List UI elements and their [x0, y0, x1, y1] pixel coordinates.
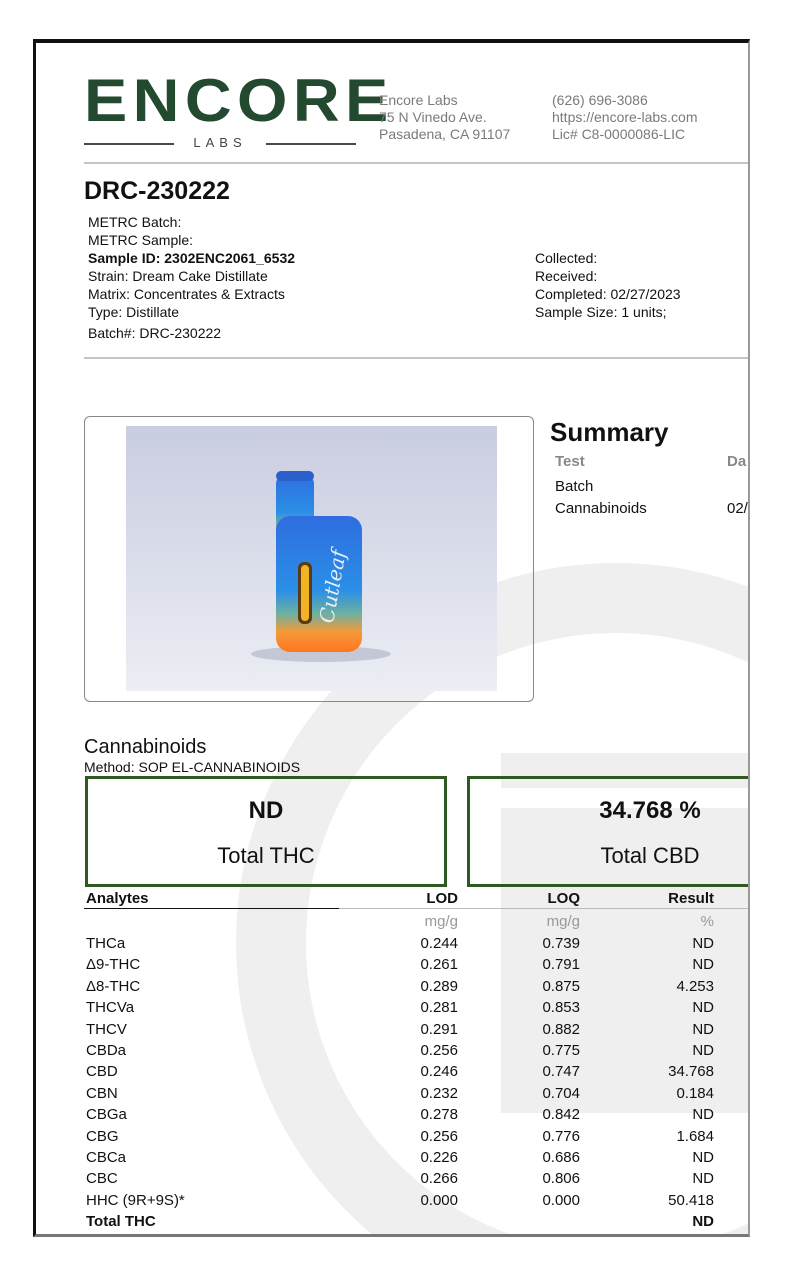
analyte-lod: 0.291	[420, 1020, 458, 1038]
collected: Collected:	[535, 250, 598, 266]
analyte-lod: 0.244	[420, 935, 458, 952]
analyte-result: ND	[692, 1106, 714, 1124]
analyte-loq: 0.747	[542, 1063, 580, 1081]
col-header-analytes: Analytes	[86, 890, 149, 907]
summary-header-test: Test	[555, 453, 585, 470]
summary-row-date: 02/	[727, 500, 748, 517]
analyte-result: ND	[692, 1042, 714, 1059]
analyte-name: CBGa	[86, 1106, 127, 1124]
analyte-lod: 0.281	[420, 999, 458, 1017]
analyte-lod: 0.278	[420, 1106, 458, 1124]
analyte-result: ND	[692, 1170, 714, 1188]
company-logo: ENCORE	[84, 67, 394, 134]
sample-size: Sample Size: 1 units;	[535, 304, 667, 320]
analyte-loq: 0.791	[542, 956, 580, 974]
summary-row-test: Batch	[555, 478, 594, 495]
analyte-result: 50.418	[668, 1191, 714, 1209]
analyte-loq: 0.842	[542, 1106, 580, 1124]
analyte-name: CBC	[86, 1170, 118, 1188]
analyte-name: HHC (9R+9S)*	[86, 1191, 185, 1209]
analyte-loq: 0.000	[542, 1191, 580, 1209]
analyte-result: 34.768	[668, 1063, 714, 1081]
total-cbd-box	[467, 776, 750, 887]
analyte-name: CBCa	[86, 1149, 127, 1166]
analyte-lod: 0.000	[420, 1191, 458, 1209]
analyte-lod: 0.226	[420, 1149, 458, 1166]
metrc-sample: METRC Sample:	[88, 232, 194, 248]
unit-lod: mg/g	[424, 913, 458, 930]
sample-id: Sample ID: 2302ENC2061_6532	[88, 250, 296, 266]
analyte-name: THCV	[86, 1020, 127, 1038]
lab-license: Lic# C8-0000086-LIC	[552, 126, 686, 142]
analyte-loq: 0.882	[542, 1020, 580, 1038]
sample-photo-frame	[84, 416, 534, 702]
analyte-result: 4.253	[676, 977, 714, 995]
unit-loq: mg/g	[546, 913, 580, 930]
lab-phone: (626) 696-3086	[552, 92, 648, 108]
analyte-name: CBG	[86, 1127, 119, 1145]
analyte-name: CBDa	[86, 1042, 127, 1059]
lab-contact	[552, 92, 698, 143]
analyte-lod: 0.256	[420, 1127, 458, 1145]
batch-number: Batch#: DRC-230222	[88, 325, 222, 341]
unit-result: %	[700, 913, 714, 930]
total-thc-value: ND	[248, 797, 284, 824]
analyte-loq: 0.704	[542, 1084, 580, 1102]
col-header-lod: LOD	[426, 890, 458, 907]
analyte-lod: 0.261	[420, 956, 458, 974]
col-header-result: Result	[668, 890, 714, 907]
info-divider	[84, 357, 750, 359]
analyte-result: ND	[692, 956, 714, 974]
report-title: DRC-230222	[84, 177, 230, 205]
sample-photo	[126, 426, 497, 691]
analyte-lod: 0.232	[420, 1084, 458, 1102]
total-thc-row-result: ND	[692, 1213, 714, 1230]
address-line-1: 75 N Vinedo Ave.	[379, 109, 487, 125]
sample-type: Type: Distillate	[88, 304, 180, 320]
analyte-loq: 0.806	[542, 1170, 580, 1188]
cannabinoids-title: Cannabinoids	[84, 736, 207, 758]
completed: Completed: 02/27/2023	[535, 286, 681, 302]
analyte-lod: 0.246	[420, 1063, 458, 1081]
analyte-name: THCa	[86, 935, 126, 952]
total-cbd-value: 34.768 %	[599, 797, 701, 824]
strain: Strain: Dream Cake Distillate	[88, 268, 268, 284]
analyte-name: Δ9-THC	[86, 956, 141, 974]
analyte-loq: 0.775	[542, 1042, 580, 1059]
total-thc-row-label: Total THC	[86, 1213, 156, 1230]
col-header-loq: LOQ	[547, 890, 580, 907]
summary-title: Summary	[550, 417, 669, 447]
analyte-loq: 0.739	[542, 935, 580, 952]
analyte-lod: 0.289	[420, 977, 458, 995]
analyte-result: ND	[692, 935, 714, 952]
matrix: Matrix: Concentrates & Extracts	[88, 286, 285, 302]
analyte-result: 1.684	[676, 1127, 714, 1145]
sample-info-right	[535, 249, 681, 321]
analyte-name: Δ8-THC	[86, 977, 141, 995]
brand-text-on-device: Cutleaf	[314, 548, 351, 625]
analyte-loq: 0.776	[542, 1127, 580, 1145]
coa-page	[33, 39, 750, 1237]
analyte-lod: 0.266	[420, 1170, 458, 1188]
analyte-result: ND	[692, 999, 714, 1017]
analyte-lod: 0.256	[420, 1042, 458, 1059]
total-thc-box	[85, 776, 447, 887]
metrc-batch: METRC Batch:	[88, 214, 182, 230]
total-cbd-label: Total CBD	[600, 843, 700, 868]
lab-address	[379, 92, 510, 143]
analyte-loq: 0.853	[542, 999, 580, 1017]
summary-row-test: Cannabinoids	[555, 500, 647, 517]
analyte-name: CBD	[86, 1063, 118, 1081]
sample-info-left	[88, 213, 295, 342]
analyte-name: THCVa	[86, 999, 135, 1017]
analyte-result: 0.184	[676, 1084, 714, 1102]
summary-header-date: Da	[727, 453, 747, 470]
header-divider	[84, 162, 750, 164]
analyte-result: ND	[692, 1020, 714, 1038]
address-line-2: Pasadena, CA 91107	[379, 126, 511, 142]
analyte-name: CBN	[86, 1084, 118, 1102]
analyte-loq: 0.875	[542, 977, 580, 995]
analyte-loq: 0.686	[542, 1149, 580, 1166]
method-label: Method: SOP EL-CANNABINOIDS	[84, 759, 301, 775]
lab-name: Encore Labs	[379, 92, 458, 108]
total-thc-label: Total THC	[217, 843, 315, 868]
vape-device-image	[126, 426, 497, 691]
lab-website[interactable]: https://encore-labs.com	[552, 109, 698, 125]
received: Received:	[535, 268, 598, 284]
analyte-result: ND	[692, 1149, 714, 1166]
logo-subtitle: LABS	[84, 135, 356, 151]
